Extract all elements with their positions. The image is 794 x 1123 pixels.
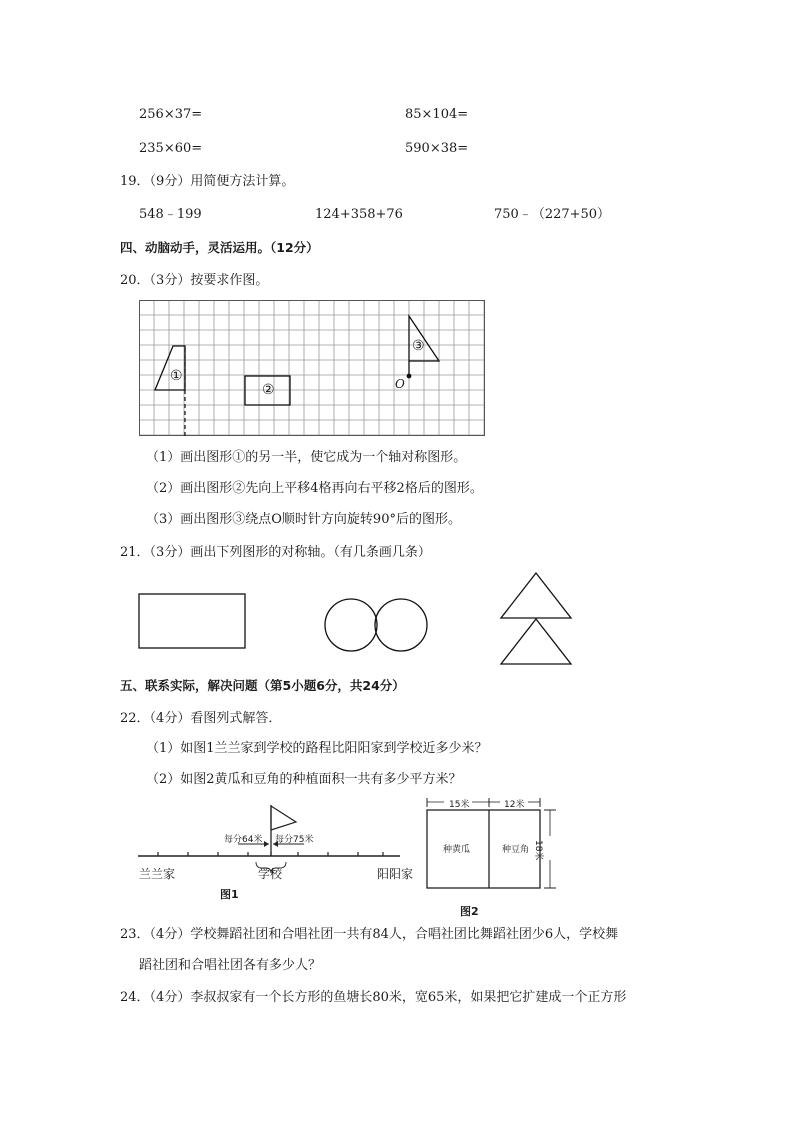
length-18m-label: 18米	[533, 840, 543, 861]
shape-3-label: ③	[412, 338, 425, 354]
bean-area-label: 种豆角	[502, 845, 530, 855]
simplify-expression: 548﹣199	[139, 207, 202, 222]
point-o	[407, 374, 412, 379]
calc-expression: 85×104=	[405, 107, 469, 122]
calc-expression: 256×37=	[139, 107, 203, 122]
grid-figure	[139, 300, 485, 436]
figure-1-route	[138, 800, 408, 910]
symmetry-shapes	[130, 568, 600, 668]
point-o-label: O	[395, 377, 405, 391]
simplify-expression: 124+358+76	[315, 207, 403, 222]
circle-right	[375, 599, 427, 651]
question-20-title: 20．（3分）按要求作图。	[120, 273, 269, 288]
flag-icon	[271, 806, 296, 830]
q22-subquestion-2: （2）如图2黄瓜和豆角的种植面积一共有多少平方米？	[146, 772, 462, 787]
shape-2-label: ②	[262, 382, 275, 398]
rectangle-shape	[139, 594, 245, 648]
question-23-line-2: 蹈社团和合唱社团各有多少人？	[139, 958, 322, 973]
q20-subquestion-2: （2）画出图形②先向上平移4格再向右平移2格后的图形。	[146, 481, 483, 496]
section-4-heading: 四、动脑动手，灵活运用。（12分）	[120, 240, 319, 255]
shape-1-label: ①	[170, 368, 183, 384]
simplify-expression: 750﹣（227+50）	[494, 207, 611, 222]
cucumber-area-label: 种黄瓜	[443, 845, 471, 855]
speed-left-label: 每分64米	[224, 835, 263, 845]
triangle-bottom	[501, 619, 571, 664]
speed-right-label: 每分75米	[275, 835, 314, 845]
q22-subquestion-1: （1）如图1兰兰家到学校的路程比阳阳家到学校近多少米？	[146, 741, 488, 756]
calc-expression: 235×60=	[139, 141, 203, 156]
question-22-title: 22．（4分）看图列式解答．	[120, 711, 282, 726]
question-21-title: 21．（3分）画出下列图形的对称轴。（有几条画几条）	[120, 545, 431, 560]
length-15m-label: 15米	[449, 800, 470, 810]
figure-1-caption: 图1	[220, 888, 239, 901]
figure-2-caption: 图2	[460, 905, 479, 918]
section-5-heading: 五、联系实际，解决问题（第5小题6分，共24分）	[120, 678, 405, 693]
q20-subquestion-1: （1）画出图形①的另一半，使它成为一个轴对称图形。	[146, 450, 467, 465]
q20-subquestion-3: （3）画出图形③绕点O顺时针方向旋转90°后的图形。	[146, 512, 461, 527]
place-lanlan-home: 兰兰家	[139, 867, 176, 881]
circle-left	[325, 599, 377, 651]
triangle-top	[501, 573, 571, 618]
question-23-line-1: 23．（4分）学校舞蹈社团和合唱社团一共有84人，合唱社团比舞蹈社团少6人，学校舞	[120, 927, 619, 942]
place-school: 学校	[258, 867, 283, 881]
question-19-title: 19．（9分）用简便方法计算。	[120, 174, 295, 189]
calc-expression: 590×38=	[405, 141, 469, 156]
length-12m-label: 12米	[504, 800, 525, 810]
place-yangyang-home: 阳阳家	[377, 867, 414, 881]
question-24-line-1: 24．（4分）李叔叔家有一个长方形的鱼塘长80米，宽65米，如果把它扩建成一个正方形	[120, 990, 627, 1005]
